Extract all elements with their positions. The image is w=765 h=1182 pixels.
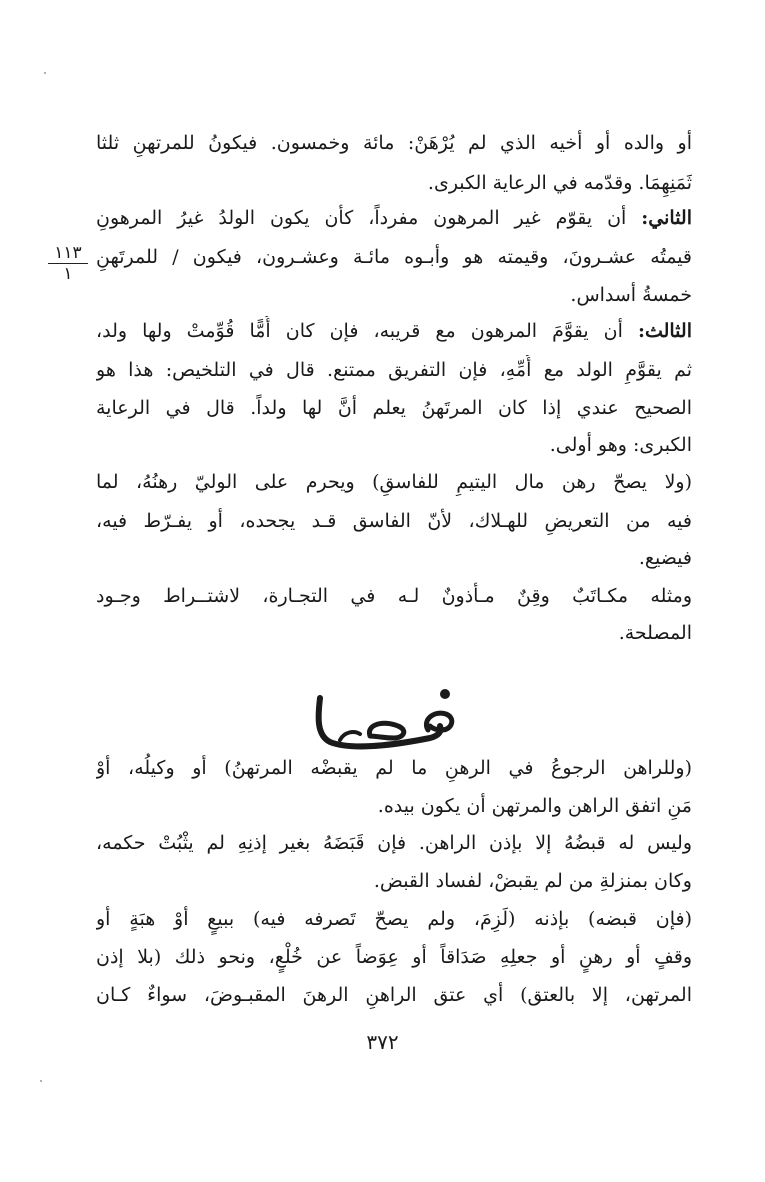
point-label: الثاني:: [641, 207, 692, 229]
text-line: قيمتُه عشـرونَ، وقيمته هو وأبـوه مائـة وعشـرون، فيكون / للمرتَهنِ: [96, 246, 692, 268]
text-line: الكبرى: وهو أولى.: [549, 434, 692, 456]
text-line: (وللراهن الرجوعُ في الرهنِ ما لم يقبضْه المرتهنُ) أو وكيلُه، أوْ: [96, 757, 692, 779]
text-line: الثالث: أن يقوَّمَ المرهون مع قريبه، فإن كان أُمًّا قُوِّمتْ ولها ولد،: [96, 320, 692, 342]
text-line: خمسةُ أسداس.: [570, 284, 692, 306]
text-line: وكان بمنزلةِ من لم يقبضْ، لفساد القبض.: [373, 870, 692, 892]
text-line: فيه من التعريضِ للهـلاك، لأنّ الفاسق قـد يجحده، أو يفـرّط فيه،: [96, 510, 692, 532]
text-line: ثم يقوَّمِ الولد مع أُمِّهِ، فإن التفريق ممتنع. قال في التلخيص: هذا هو: [96, 359, 692, 381]
text-line: ثَمَنِهِمَا. وقدّمه في الرعاية الكبرى.: [427, 172, 692, 194]
text-line: المصلحة.: [618, 622, 692, 644]
text-line: (فإن قبضه) بإذنه (لَزِمَ، ولم يصحّ تَصرفه فيه) ببيعٍ أوْ هبَةٍ أو: [96, 908, 692, 930]
page-number: ٣٧٢: [366, 1030, 399, 1054]
text-line: فيضيع.: [638, 547, 692, 569]
paper-speck: [44, 72, 46, 74]
text-line: وقفٍ أو رهنٍ أو جعلِهِ صَدَاقاً أو عِوَضاً عن خُلْعٍ، ونحو ذلك (بلا إذن: [96, 946, 692, 968]
text-line: المرتهن، إلا بالعتق) أي عتق الراهنِ الرهنَ المقبـوضَ، سواءٌ كـان: [96, 984, 692, 1006]
margin-reference-bottom: ١: [63, 264, 73, 284]
text-line: مَنِ اتفق الراهن والمرتهن أن يكون بيده.: [377, 795, 692, 817]
text-line: وليس له قبضُهُ إلا بإذن الراهن. فإن قَبَضَهُ بغير إذنِهِ لم يثْبُتْ حكمه،: [96, 832, 692, 854]
section-heading-calligraphy: [300, 680, 470, 760]
text-line: (ولا يصحّ رهن مال اليتيمِ للفاسقِ) ويحرم على الوليّ رهنُهُ، لما: [96, 471, 692, 493]
margin-page-reference: [48, 244, 88, 283]
point-label: الثالث:: [637, 320, 692, 342]
margin-reference-top: ١١٣: [48, 244, 88, 264]
text-line: الثاني: أن يقوّم غير المرهون مفرداً، كأن يكون الولدُ غيرُ المرهونِ: [96, 207, 692, 229]
text-line: الصحيح عندي إذا كان المرتَهنُ يعلم أنَّ لها ولداً. قال في الرعاية: [96, 397, 692, 419]
paper-speck: [40, 1080, 42, 1082]
text-line: ومثله مكـاتَبٌ وقِنٌ مـأذونٌ لـه في التجـارة، لاشتــراط وجـود: [96, 585, 692, 607]
text-line: أو والده أو أخيه الذي لم يُرْهَنْ: مائة وخمسون. فيكونُ للمرتهنِ ثلثا: [96, 132, 692, 154]
